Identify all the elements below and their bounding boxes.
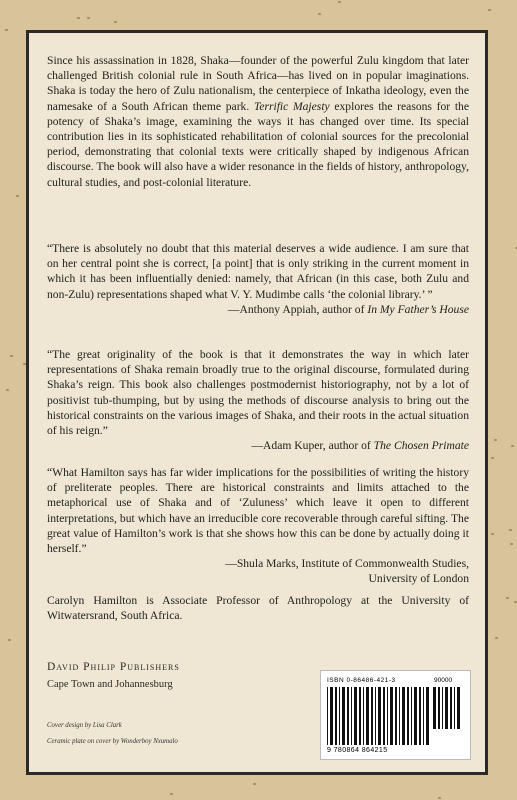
- isbn-text: ISBN 0-86486-421-3: [327, 677, 396, 684]
- book-title: Terrific Majesty: [253, 99, 330, 113]
- description-text-continued: explores the reasons for the potency of Shaka’s image, examining the ways it has changed over time. Its special contribution lies in its sophisticated rehabilitation of colonial sources for the precolonial period, demonstrating that colonial texts were critically shaped by indigenous African discourse. The book will also have a wider resonance in the fields of history, anthropology, cultural studies, and post-colonial literature.: [47, 99, 469, 189]
- price-code: 90000: [434, 677, 453, 684]
- back-cover-panel: [26, 30, 488, 775]
- review-quote: [47, 347, 469, 453]
- description-text: Since his assassination in 1828, Shaka—founder of the powerful Zulu kingdom that later challenged British colonial rule in South Africa—has lived on in popular imaginations. Shaka is today the hero of Zulu nationalism, the centerpiece of Inkatha ideology, even the namesake of a South African theme park.: [47, 54, 469, 113]
- quote-attribution: —Shula Marks, Institute of Commonwealth Studies,: [225, 557, 469, 571]
- publisher-block: [47, 661, 180, 690]
- bio-text: Carolyn Hamilton is Associate Professor of Anthropology at the University of Witwatersrand, South Africa.: [47, 594, 469, 623]
- book-description: [47, 53, 469, 190]
- quote-text: “There is absolutely no doubt that this material deserves a wide audience. I am sure that on her central point she is correct, [a point] that is only striking in the current moment in which it has been influentially denied: namely, that African (in this case, both Zulu and non-Zulu) representations shaped what V. Y. Mudimbe calls ‘the colonial library.’ ”: [47, 242, 469, 301]
- cover-credits: [47, 718, 178, 750]
- cover-design-credit: Cover design by Lisa Clark: [47, 722, 122, 729]
- author-bio: [47, 593, 469, 623]
- cited-work: The Chosen Primate: [373, 439, 469, 453]
- price-barcode-bars-icon: [433, 687, 463, 729]
- ceramic-credit: Ceramic plate on cover by Wonderboy Nxumalo: [47, 738, 178, 745]
- publisher-name: David Philip Publishers: [47, 661, 180, 673]
- quote-attribution: —Anthony Appiah, author of In My Father’s House: [227, 302, 469, 316]
- quote-text: “What Hamilton says has far wider implications for the possibilities of writing the history of preliterate peoples. There are historical constraints and limits attached to the metaphorical use of Shaka and of ‘Zuluness’ which leave it open to different interpretations, but which have an irreducible core recoverable through careful sifting. The great value of Hamilton’s work is that she shows how this can be done by actually doing it herself.”: [47, 466, 469, 556]
- barcode-number: 9 780864 864215: [327, 747, 388, 754]
- quote-text: “The great originality of the book is that it demonstrates the way in which later representations of Shaka remain broadly true to the original discourse, formulated during Shaka’s reign. This book also challenges postmodernist historiography, not by a lot of positivist tub-thumping, but by using the methods of discourse analysis to bring out the historical constraints on the various images of Shaka, and their roots in the actual situation of his reign.”: [47, 348, 469, 438]
- review-quote: [47, 241, 469, 317]
- barcode: [320, 670, 471, 760]
- publisher-city: Cape Town and Johannesburg: [47, 679, 173, 690]
- quote-affiliation: University of London: [368, 572, 469, 586]
- cited-work: In My Father’s House: [367, 302, 469, 316]
- barcode-bars-icon: [327, 687, 431, 745]
- quote-attribution: —Adam Kuper, author of The Chosen Primate: [251, 439, 469, 453]
- review-quote: [47, 465, 469, 587]
